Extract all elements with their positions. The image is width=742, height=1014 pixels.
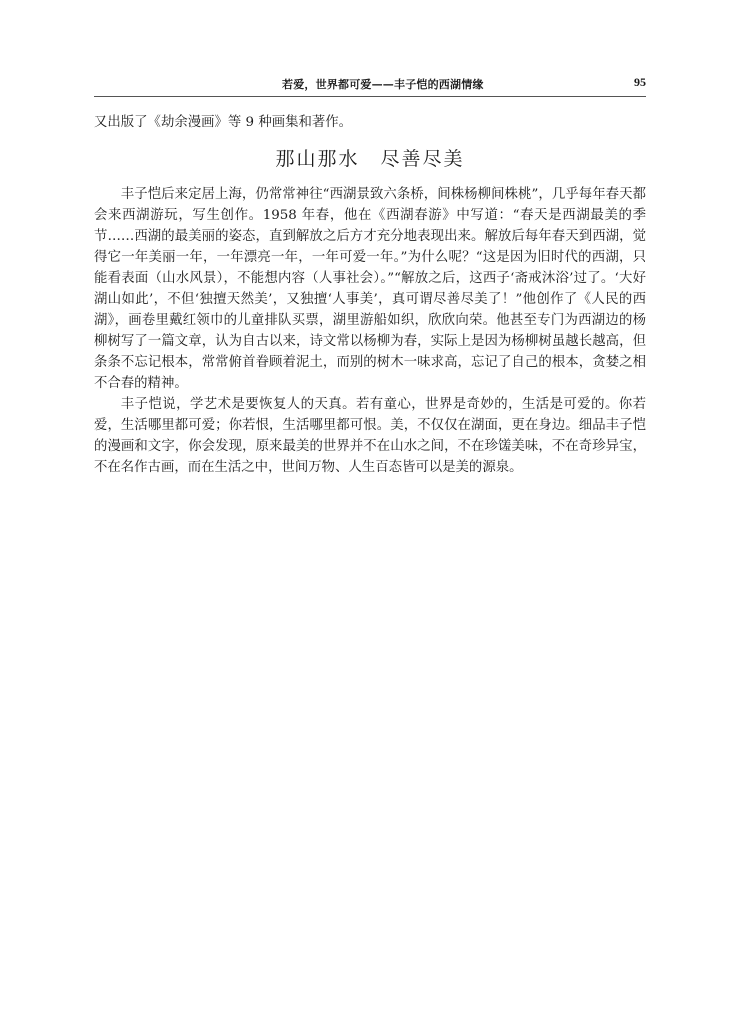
- section-title: 那山那水 尽善尽美: [275, 148, 465, 170]
- body-paragraph: 丰子恺说，学艺术是要恢复人的天真。若有童心，世界是奇妙的，生活是可爱的。你若爱，生活哪里都可爱；你若恨，生活哪里都可恨。美，不仅仅在湖面，更在身边。细品丰子恺的漫画和文字，你会发现，原来最美的世界并不在山水之间，不在珍馐美味，不在奇珍异宝，不在名作古画，而在生活之中，世间万物、人生百态皆可以是美的源泉。: [94, 397, 646, 475]
- body-text: [94, 112, 646, 478]
- page-number: 95: [634, 75, 646, 89]
- body-paragraph: 丰子恺后来定居上海，仍常常神往“西湖景致六条桥，间株杨柳间株桃”，几乎每年春天都会来西湖游玩，写生创作。1958 年春，他在《西湖春游》中写道：“春天是西湖最美的季节……西湖的最美丽的姿态，直到解放之后方才充分地表现出来。解放后每年春天到西湖，觉得它一年美丽一年，一年漂亮一年，一年可爱一年。”为什么呢？“这是因为旧时代的西湖，只能看表面（山水风景），不能想内容（人事社会）。”“解放之后，这西子‘斋戒沐浴’过了。‘大好湖山如此’，不但‘独擅天然美’，又独擅‘人事美’，真可谓尽善尽美了！”他创作了《人民的西湖》，画卷里戴红领巾的儿童排队买票，湖里游船如织，欣欣向荣。他甚至专门为西湖边的杨柳树写了一篇文章，认为自古以来，诗文常以杨柳为春，实际上是因为杨柳树虽越长越高，但条条不忘记根本，常常俯首眷顾着泥土，而别的树木一味求高，忘记了自己的根本，贪婪之相不合春的精神。: [94, 187, 646, 391]
- running-header: [94, 74, 646, 97]
- running-title: 若爱，世界都可爱——丰子恺的西湖情缘: [282, 78, 484, 91]
- lead-paragraph: 又出版了《劫余漫画》等 9 种画集和著作。: [94, 115, 353, 130]
